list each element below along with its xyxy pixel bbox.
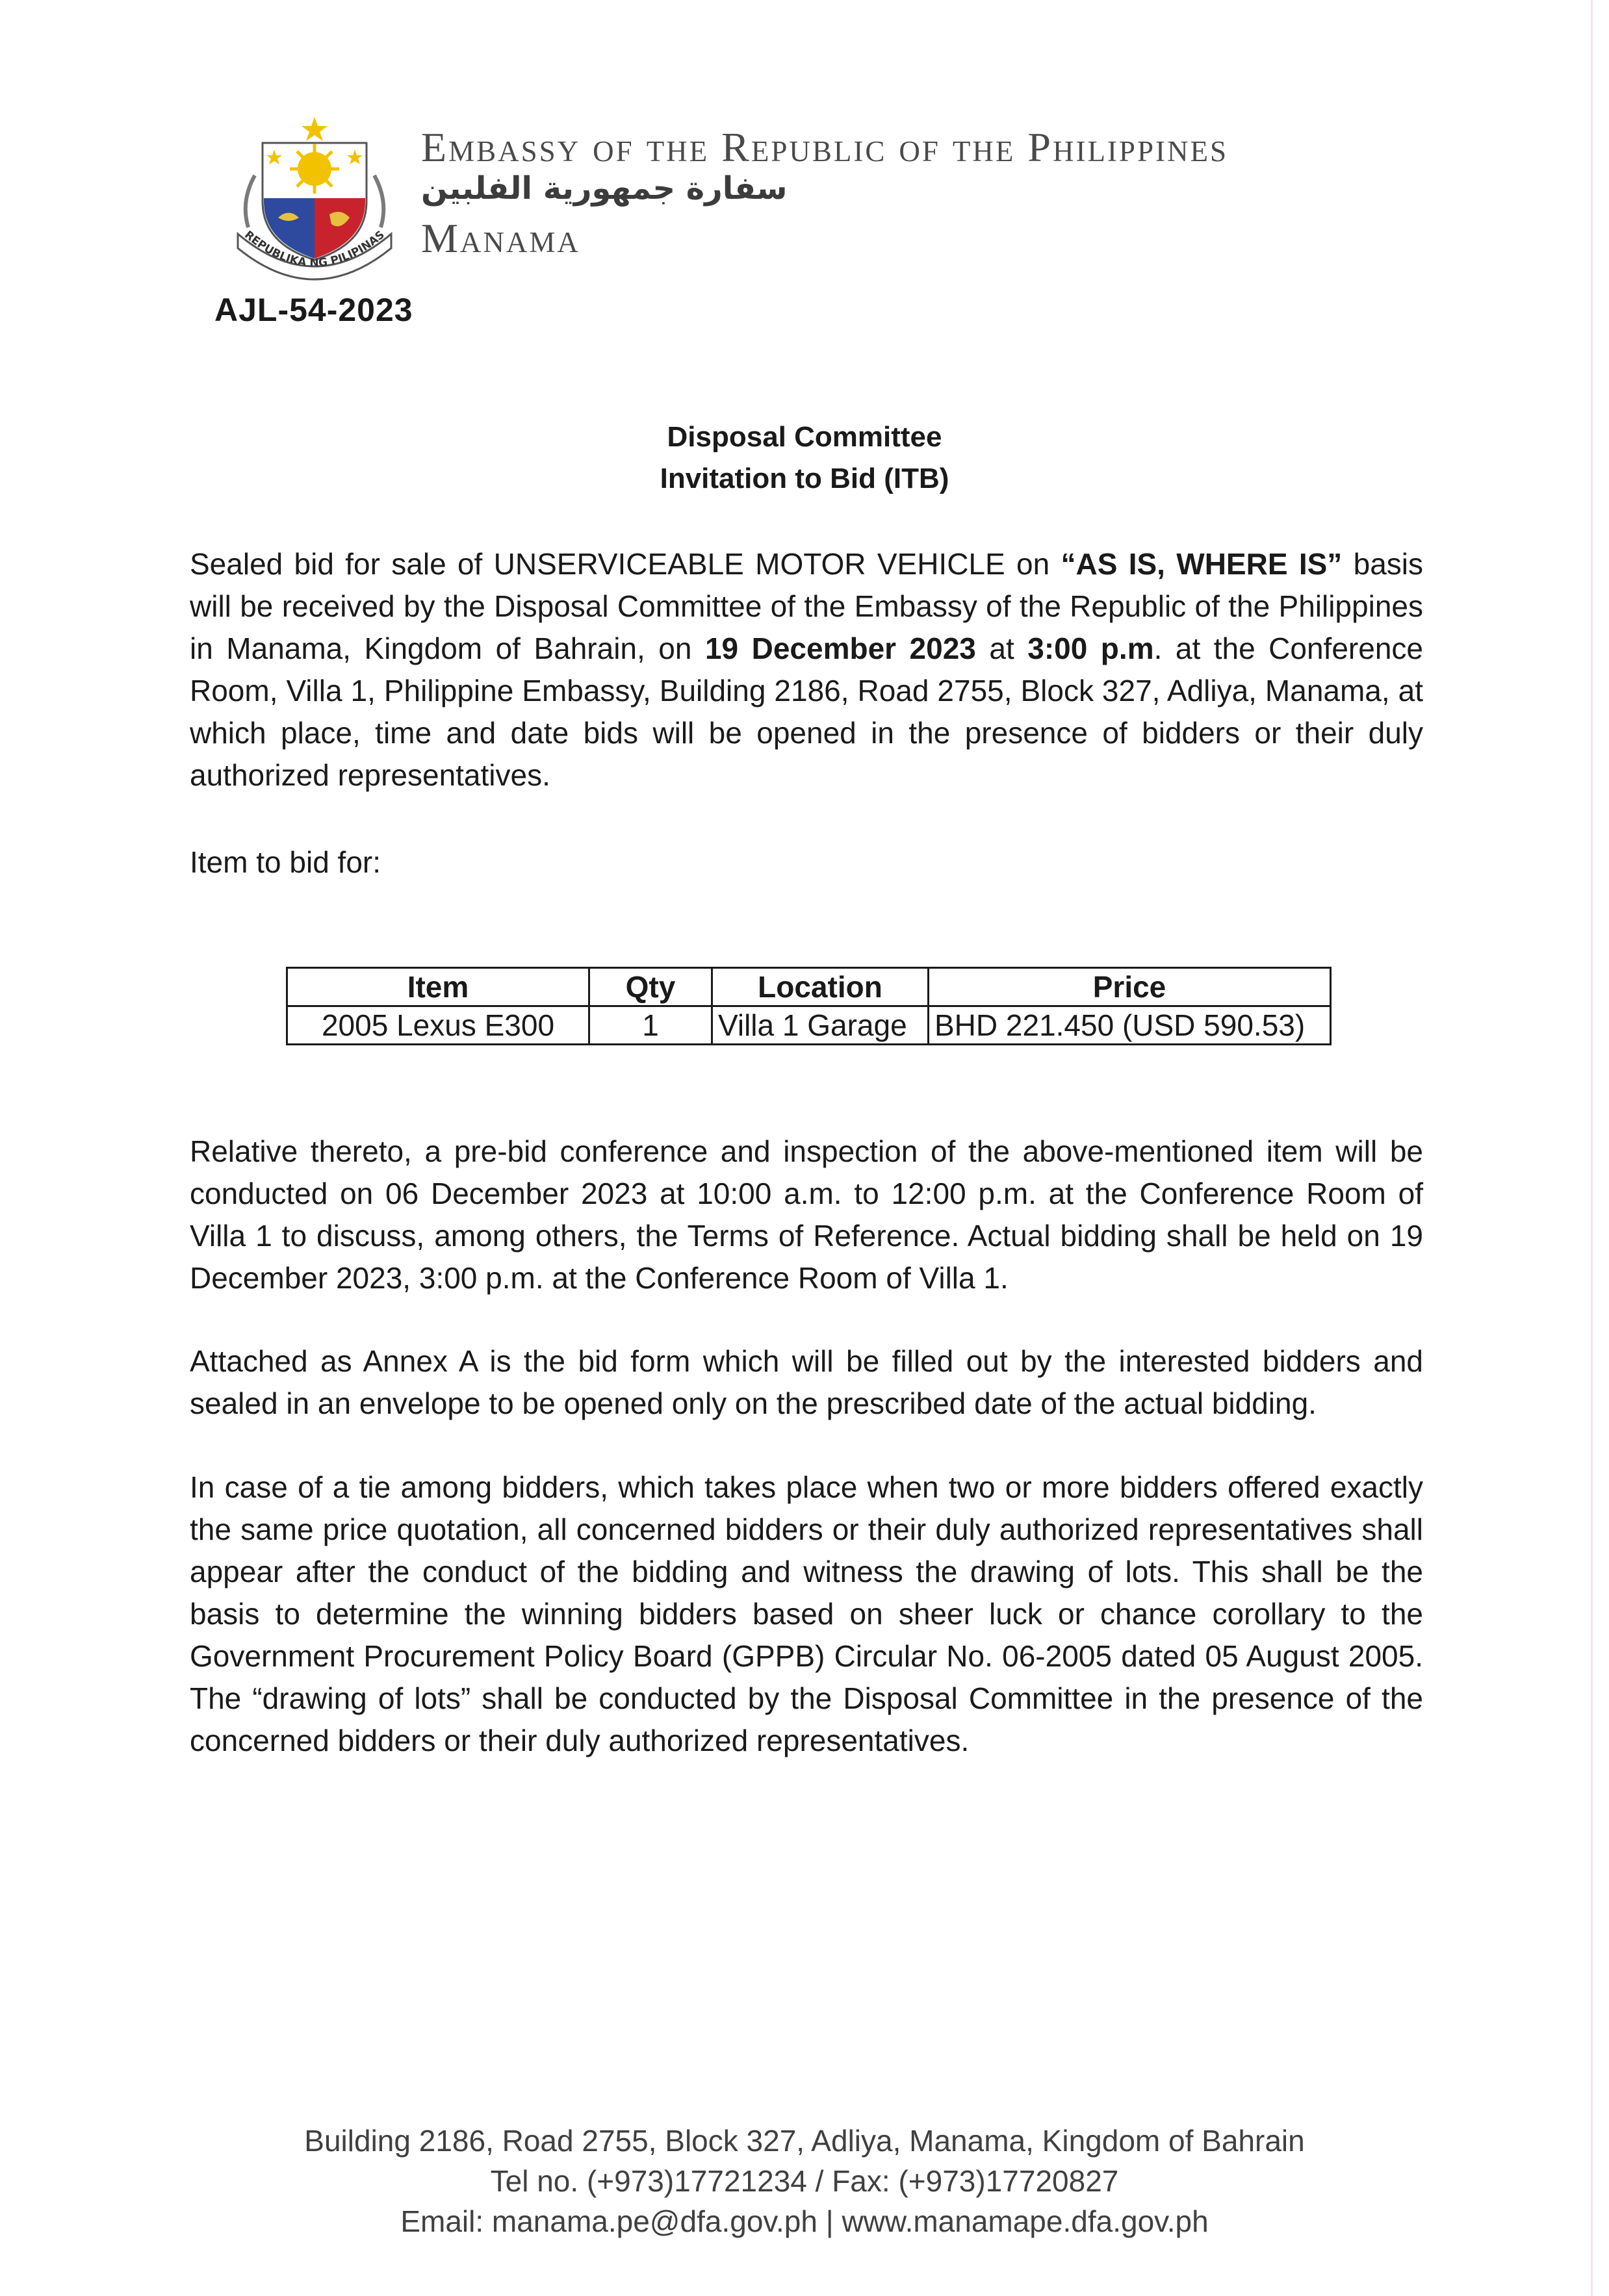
cell-location: Villa 1 Garage: [712, 1006, 929, 1045]
header-price: Price: [929, 968, 1331, 1006]
footer-address: Building 2186, Road 2755, Block 327, Adliya, Manama, Kingdom of Bahrain: [304, 2124, 1305, 2158]
header-qty: Qty: [589, 968, 712, 1006]
seal-banner-text: REPUBLIKA NG PILIPINAS: [242, 228, 387, 270]
reference-number: AJL-54-2023: [214, 292, 413, 328]
table-row: [287, 1006, 1331, 1045]
paragraph-annex: Attached as Annex A is the bid form which will be filled out by the interested bidders and sealed in an envelope to be opened only on the prescribed date of the actual bidding.: [190, 1344, 1423, 1420]
header-item: Item: [287, 968, 589, 1006]
bid-items-table: [286, 967, 1332, 1045]
cell-item: 2005 Lexus E300: [287, 1006, 589, 1045]
intro-as-is: “AS IS, WHERE IS”: [1061, 547, 1343, 581]
intro-text-g: . at the Conference Room, Villa 1, Philippine Embassy, Building 2186, Road 2755, Block 327, Adliya, Manama, at which place, time and date bids will be opened in the presence of bidders or their duly authorized representatives.: [190, 631, 1423, 792]
intro-text-a: Sealed bid for sale of UNSERVICEABLE MOTOR VEHICLE on: [190, 547, 1061, 581]
cell-price: BHD 221.450 (USD 590.53): [929, 1006, 1331, 1045]
committee-title: Disposal Committee: [667, 421, 942, 453]
header-location: Location: [712, 968, 929, 1006]
cell-qty: 1: [589, 1006, 712, 1045]
footer-email: Email: manama.pe@dfa.gov.ph | www.manamape.dfa.gov.ph: [400, 2204, 1209, 2238]
paragraph-prebid: Relative thereto, a pre-bid conference and inspection of the above-mentioned item will be conducted on 06 December 2023 at 10:00 a.m. to 12:00 p.m. at the Conference Room of Villa 1 to discuss, among others, the Terms of Reference. Actual bidding shall be held on 19 December 2023, 3:00 p.m. at the Conference Room of Villa 1.: [190, 1134, 1423, 1295]
embassy-city: Manama: [421, 215, 580, 261]
item-intro: Item to bid for:: [190, 845, 381, 879]
intro-bid-date: 19 December 2023: [704, 631, 976, 665]
intro-text-e: at: [975, 631, 1028, 665]
intro-text-c: basis will be received by the Disposal Committee of the Embassy of the Republic of the Philippines in Manama, Kingdom of Bahrain, on: [190, 547, 1424, 665]
paragraph-tie: In case of a tie among bidders, which takes place when two or more bidders offered exactly the same price quotation, all concerned bidders or their duly authorized representatives shall appear after the conduct of the bidding and witness the drawing of lots. This shall be the basis to determine the winning bidders based on sheer luck or chance corollary to the Government Procurement Policy Board (GPPB) Circular No. 06-2005 dated 05 August 2005. The “drawing of lots” shall be conducted by the Disposal Committee in the presence of the concerned bidders or their duly authorized representatives.: [190, 1470, 1423, 1757]
intro-bid-time: 3:00 p.m: [1027, 631, 1154, 665]
embassy-title-arabic: سفارة جمهورية الفلبين: [421, 170, 788, 207]
itb-title: Invitation to Bid (ITB): [660, 463, 949, 494]
table-header-row: [287, 968, 1331, 1006]
page-edge-line: [1591, 0, 1593, 2296]
embassy-title: Embassy of the Republic of the Philippines: [421, 124, 1228, 170]
philippine-seal-icon: [229, 104, 400, 299]
paragraph-intro: [190, 543, 1423, 797]
footer-phone: Tel no. (+973)17721234 / Fax: (+973)17720827: [490, 2164, 1119, 2198]
